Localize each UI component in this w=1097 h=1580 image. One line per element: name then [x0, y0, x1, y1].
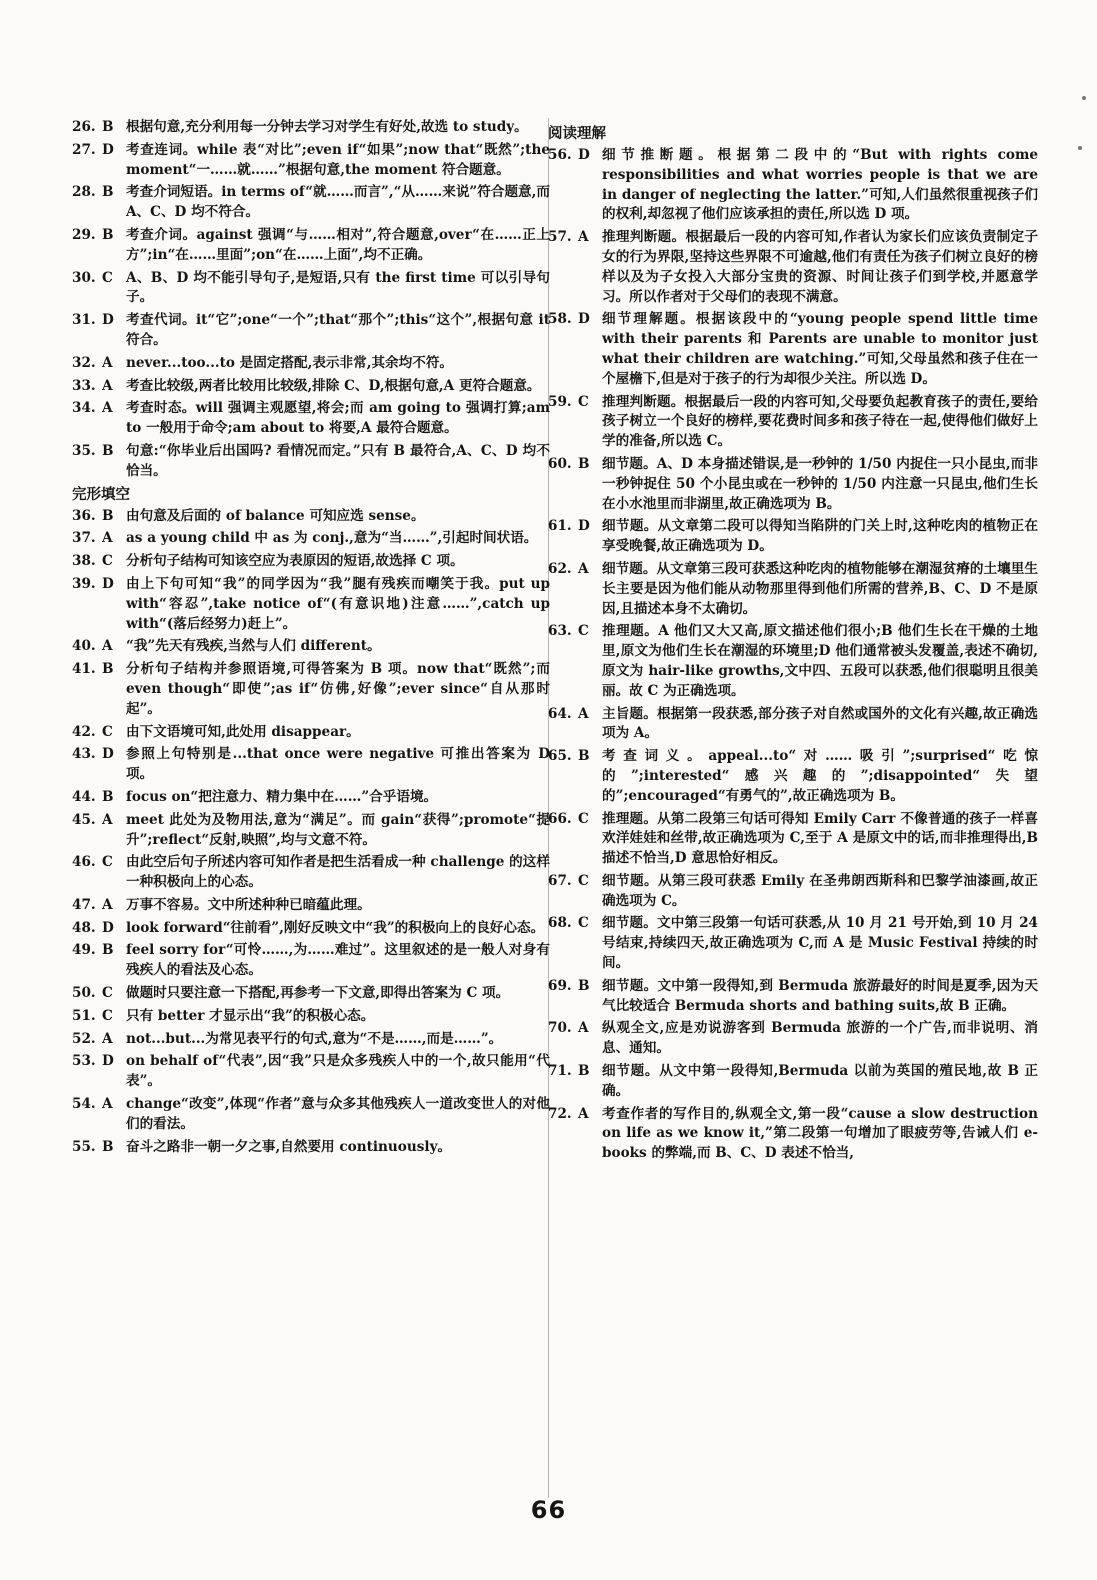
- answer-item: [548, 1019, 1038, 1059]
- explanation-text: change“改变”,体现“作者”意与众多其他残疾人一道改变世人的对他们的看法。: [126, 1096, 550, 1132]
- answer-letter: D: [578, 147, 590, 163]
- answer-item: [72, 118, 550, 138]
- answer-item: [72, 269, 550, 309]
- question-number: 48.: [72, 919, 96, 936]
- answer-letter: B: [102, 226, 114, 243]
- question-number: 62.: [548, 560, 572, 577]
- explanation-text: 考查作者的写作目的,纵观全文,第一段“cause a slow destruction on life as we know it,”第二段第一句增加了眼疲劳等,告诫人们 e-books 的弊端,而 B、C、D 表述不恰当,: [602, 1105, 1038, 1162]
- question-number: 53.: [72, 1053, 96, 1070]
- answer-letter: A: [102, 400, 113, 417]
- explanation-text: focus on“把注意力、精力集中在……”合乎语境。: [126, 788, 438, 805]
- explanation-text: 由上下句可知“我”的同学因为“我”腿有残疾而嘲笑于我。put up with“容忍”,take notice of“(有意识地)注意……”,catch up with“(落后经努力)赶上”。: [126, 575, 550, 632]
- answer-letter: D: [578, 518, 590, 535]
- answer-item: [548, 1062, 1038, 1102]
- question-number: 52.: [72, 1030, 96, 1047]
- explanation-text: 细节理解题。根据该段中的“young people spend little time with their parents 和 Parents are unable to monitor just what their children are watching.”可知,父母虽然和孩子住在一个屋檐下,但是对于孩子的行为却很少关注。所以选 D。: [602, 311, 1038, 387]
- explanation-text: 考查词义。appeal...to“对……吸引”;surprised“吃惊的”;interested“感兴趣的”;disappointed“失望的”;encouraged“有勇气的”,故正确选项为 B。: [602, 748, 1038, 804]
- answer-item: [548, 393, 1038, 452]
- answer-letter: C: [578, 623, 589, 640]
- answer-item: [72, 1138, 550, 1158]
- answer-letter: B: [102, 942, 114, 959]
- question-number: 29.: [72, 226, 96, 243]
- explanation-text: 推理判断题。根据最后一段的内容可知,父母要负起教育孩子的责任,要给孩子树立一个良好的榜样,要花费时间多和孩子待在一起,使得他们做好上学的准备,所以选 C。: [602, 393, 1038, 450]
- answer-item: [72, 941, 550, 981]
- answer-letter: B: [578, 455, 590, 472]
- answer-item: [548, 517, 1038, 557]
- answer-letter: A: [102, 811, 113, 828]
- explanation-text: 万事不容易。文中所述种种已暗蕴此理。: [126, 896, 371, 913]
- answer-letter: C: [578, 810, 589, 827]
- explanation-text: 分析句子结构可知该空应为表原因的短语,故选择 C 项。: [126, 553, 464, 570]
- answer-item: [72, 1052, 550, 1092]
- question-number: 64.: [548, 705, 572, 722]
- question-number: 51.: [72, 1007, 96, 1024]
- explanation-text: 考查介词。against 强调“与……相对”,符合题意,over“在……正上方”;in“在……里面”;on“在……上面”,均不正确。: [126, 226, 550, 263]
- answer-letter: B: [102, 507, 114, 524]
- explanation-text: 由下文语境可知,此处用 disappear。: [126, 723, 360, 740]
- question-number: 55.: [72, 1138, 96, 1155]
- right-column: [548, 122, 1038, 1167]
- answer-letter: A: [578, 560, 589, 577]
- question-number: 30.: [72, 269, 96, 286]
- question-number: 61.: [548, 518, 572, 535]
- explanation-text: 由此空后句子所述内容可知作者是把生活看成一种 challenge 的这样一种积极向上的心态。: [126, 854, 550, 891]
- answer-item: [548, 872, 1038, 912]
- answer-item: [72, 637, 550, 657]
- explanation-text: meet 此处为及物用法,意为“满足”。而 gain“获得”;promote“提升”;reflect“反射,映照”,均与文意不符。: [126, 811, 550, 848]
- answer-item: [548, 810, 1038, 869]
- explanation-text: as a young child 中 as 为 conj.,意为“当……”,引起时间状语。: [126, 530, 538, 547]
- answer-item: [72, 1095, 550, 1135]
- explanation-text: 主旨题。根据第一段获悉,部分孩子对自然或国外的文化有兴趣,故正确选项为 A。: [602, 705, 1038, 742]
- question-number: 34.: [72, 400, 96, 417]
- left-column: [72, 118, 550, 1160]
- explanation-text: A、B、D 均不能引导句子,是短语,只有 the first time 可以引导句子。: [126, 269, 550, 306]
- answer-item: [72, 226, 550, 266]
- answer-item: [548, 705, 1038, 745]
- question-number: 41.: [72, 661, 96, 678]
- question-number: 70.: [548, 1020, 572, 1037]
- answer-letter: A: [102, 1030, 113, 1047]
- answer-item: [72, 311, 550, 351]
- answer-item: [548, 455, 1038, 514]
- answer-letter: D: [102, 312, 114, 329]
- explanation-text: look forward“往前看”,刚好反映文中“我”的积极向上的良好心态。: [126, 919, 545, 936]
- answer-letter: C: [102, 553, 113, 570]
- question-number: 35.: [72, 442, 96, 459]
- answer-item: [72, 853, 550, 893]
- answer-item: [548, 310, 1038, 389]
- answer-letter: A: [102, 377, 113, 394]
- question-number: 39.: [72, 575, 96, 592]
- section-title: 完形填空: [72, 485, 130, 503]
- answer-letter: D: [102, 919, 114, 936]
- answer-item: [72, 811, 550, 851]
- answer-letter: B: [102, 661, 114, 678]
- explanation-text: 做题时只要注意一下搭配,再参考一下文意,即得出答案为 C 项。: [126, 985, 510, 1002]
- question-number: 50.: [72, 985, 96, 1002]
- explanation-text: 奋斗之路非一朝一夕之事,自然要用 continuously。: [126, 1138, 452, 1155]
- answer-item: [72, 919, 550, 939]
- question-number: 40.: [72, 638, 96, 655]
- explanation-text: 句意:“你毕业后出国吗? 看情况而定。”只有 B 最符合,A、C、D 均不恰当。: [126, 442, 550, 479]
- question-number: 44.: [72, 788, 96, 805]
- answer-item: [72, 552, 550, 572]
- answer-letter: A: [578, 1105, 589, 1122]
- answer-letter: C: [102, 723, 113, 740]
- question-number: 54.: [72, 1096, 96, 1113]
- question-number: 65.: [548, 748, 572, 765]
- answer-letter: A: [578, 229, 589, 246]
- answer-item: [548, 146, 1038, 225]
- question-number: 68.: [548, 915, 572, 932]
- answer-item: [548, 1105, 1038, 1164]
- answer-item: [72, 507, 550, 527]
- answer-letter: C: [578, 872, 589, 889]
- answer-item: [548, 560, 1038, 619]
- question-number: 46.: [72, 854, 96, 871]
- question-number: 59.: [548, 393, 572, 410]
- answer-letter: B: [102, 788, 114, 805]
- answer-letter: A: [578, 705, 589, 722]
- question-number: 27.: [72, 141, 96, 158]
- answer-item: [72, 1030, 550, 1050]
- answer-item: [72, 788, 550, 808]
- explanation-text: 推理题。A 他们又大又高,原文描述他们很小;B 他们生长在干燥的土地里,原文为他们生长在潮湿的环境里;D 他们通常被头发覆盖,表述不确切,原文为 hair-like growths,文中四、五段可以获悉,他们很聪明且很美丽。故 C 为正确选项。: [602, 623, 1038, 699]
- question-number: 43.: [72, 746, 96, 763]
- explanation-text: 考查比较级,两者比较用比较级,排除 C、D,根据句意,A 更符合题意。: [126, 377, 541, 394]
- answer-letter: C: [578, 393, 589, 410]
- question-number: 26.: [72, 119, 96, 135]
- explanation-text: 细节题。从第三段可获悉 Emily 在圣弗朗西斯科和巴黎学油漆画,故正确选项为 C。: [602, 872, 1038, 909]
- answer-letter: A: [102, 354, 113, 371]
- question-number: 69.: [548, 977, 572, 994]
- question-number: 49.: [72, 942, 96, 959]
- answer-item: [72, 183, 550, 223]
- answer-item: [548, 747, 1038, 806]
- question-number: 37.: [72, 530, 96, 547]
- explanation-text: 纵观全文,应是劝说游客到 Bermuda 旅游的一个广告,而非说明、消息、通知。: [602, 1020, 1038, 1057]
- answer-letter: C: [102, 1007, 113, 1024]
- answer-letter: B: [102, 1138, 114, 1155]
- question-number: 60.: [548, 455, 572, 472]
- scan-speck: [1082, 96, 1086, 100]
- answer-item: [72, 575, 550, 634]
- question-number: 58.: [548, 311, 572, 328]
- explanation-text: 细节推断题。根据第二段中的“But with rights come responsibilities and what worries people is that we are in danger of neglecting the latter.”可知,人们虽然很重视孩子们的权利,却忽视了他们应该承担的责任,所以选 D 项。: [602, 147, 1038, 223]
- answer-letter: B: [578, 748, 590, 765]
- question-number: 38.: [72, 553, 96, 570]
- answer-letter: D: [102, 1053, 114, 1070]
- answer-item: [72, 377, 550, 397]
- answer-letter: D: [102, 575, 114, 592]
- question-number: 36.: [72, 507, 96, 524]
- answer-letter: D: [578, 311, 590, 328]
- explanation-text: never...too...to 是固定搭配,表示非常,其余均不符。: [126, 354, 454, 371]
- explanation-text: 细节题。从文章第三段可获悉这种吃肉的植物能够在潮湿贫瘠的土壤里生长主要是因为他们能从动物那里得到他们所需的营养,B、C、D 不是原因,且描述本身不太确切。: [602, 560, 1038, 617]
- question-number: 71.: [548, 1063, 572, 1080]
- answer-item: [72, 723, 550, 743]
- question-number: 33.: [72, 377, 96, 394]
- question-number: 66.: [548, 810, 572, 827]
- answer-letter: D: [102, 141, 114, 158]
- answer-letter: B: [102, 442, 114, 459]
- answer-letter: B: [102, 119, 114, 135]
- question-number: 63.: [548, 623, 572, 640]
- explanation-text: on behalf of“代表”,因“我”只是众多残疾人中的一个,故只能用“代表”。: [126, 1053, 550, 1090]
- answer-letter: C: [102, 269, 113, 286]
- explanation-text: 细节题。文中第三段第一句话可获悉,从 10 月 21 号开始,到 10 月 24 号结束,持续四天,故正确选项为 C,而 A 是 Music Festival 持续的时间。: [602, 915, 1038, 972]
- answer-letter: A: [578, 1020, 589, 1037]
- answer-item: [72, 354, 550, 374]
- explanation-text: “我”先天有残疾,当然与人们 different。: [126, 638, 381, 655]
- answer-item: [72, 745, 550, 785]
- answer-item: [72, 984, 550, 1004]
- answer-item: [72, 1007, 550, 1027]
- answer-letter: B: [102, 184, 114, 201]
- explanation-text: 考查连词。while 表“对比”;even if“如果”;now that“既然”;the moment“一……就……”根据句意,the moment 符合题意。: [126, 141, 550, 178]
- page-number: 66: [530, 1496, 567, 1524]
- question-number: 45.: [72, 811, 96, 828]
- explanation-text: 推理题。从第二段第三句话可得知 Emily Carr 不像普通的孩子一样喜欢洋娃娃和丝带,故正确选项为 C,至于 A 是原文中的话,而非推理得出,B 描述不恰当,D 意思恰好相反。: [602, 810, 1038, 867]
- answer-letter: C: [578, 915, 589, 932]
- question-number: 42.: [72, 723, 96, 740]
- answer-letter: B: [578, 977, 590, 994]
- question-number: 32.: [72, 354, 96, 371]
- explanation-text: 细节题。A、D 本身描述错误,是一秒钟的 1/50 内捉住一只小昆虫,而非一秒钟捉住 50 个小昆虫或在一秒钟的 1/50 内注意一只昆虫,他们生长在小水池里而非湖里,故正确选项为 B。: [602, 455, 1038, 512]
- explanation-text: 推理判断题。根据最后一段的内容可知,作者认为家长们应该负责制定子女的行为界限,坚持这些界限不可逾越,他们有责任为孩子们树立良好的榜样以及为子女投入大部分宝贵的资源、时间让孩子们到学校,并愿意学习。所以作者对于父母们的表现不满意。: [602, 229, 1038, 305]
- answer-letter: A: [102, 530, 113, 547]
- answer-letter: C: [102, 985, 113, 1002]
- explanation-text: 参照上句特别是...that once were negative 可推出答案为 D 项。: [126, 746, 550, 783]
- answer-item: [72, 442, 550, 482]
- answer-item: [72, 896, 550, 916]
- answer-item: [72, 529, 550, 549]
- answer-letter: D: [102, 746, 114, 763]
- answer-item: [548, 914, 1038, 973]
- explanation-text: 只有 better 才显示出“我”的积极心态。: [126, 1007, 375, 1024]
- question-number: 57.: [548, 229, 572, 246]
- section-title: 阅读理解: [548, 125, 606, 142]
- answer-item: [72, 141, 550, 181]
- answer-letter: A: [102, 1096, 113, 1113]
- answer-item: [548, 622, 1038, 701]
- answer-letter: C: [102, 854, 113, 871]
- explanation-text: 考查时态。will 强调主观愿望,将会;而 am going to 强调打算;am to 一般用于命令;am about to 将要,A 最符合题意。: [126, 400, 550, 437]
- explanation-text: 考查代词。it“它”;one“一个”;that“那个”;this“这个”,根据句意 it 符合。: [126, 312, 550, 348]
- explanation-text: not...but...为常见表平行的句式,意为“不是……,而是……”。: [126, 1030, 503, 1047]
- question-number: 31.: [72, 312, 96, 329]
- explanation-text: 由句意及后面的 of balance 可知应选 sense。: [126, 507, 425, 524]
- question-number: 56.: [548, 147, 572, 163]
- explanation-text: 细节题。从文中第一段得知,Bermuda 以前为英国的殖民地,故 B 正确。: [602, 1063, 1038, 1099]
- explanation-text: 细节题。从文章第二段可以得知当陷阱的门关上时,这种吃肉的植物正在享受晚餐,故正确选项为 D。: [602, 518, 1038, 555]
- answer-letter: A: [102, 896, 113, 913]
- explanation-text: feel sorry for“可怜……,为……难过”。这里叙述的是一般人对身有残疾人的看法及心态。: [126, 942, 550, 979]
- answer-letter: B: [578, 1063, 590, 1080]
- question-number: 72.: [548, 1105, 572, 1122]
- explanation-text: 考查介词短语。in terms of“就……而言”,“从……来说”符合题意,而 A、C、D 均不符合。: [126, 184, 550, 221]
- scan-speck: [1078, 146, 1082, 150]
- question-number: 67.: [548, 872, 572, 889]
- explanation-text: 根据句意,充分利用每一分钟去学习对学生有好处,故选 to study。: [126, 119, 528, 135]
- answer-letter: A: [102, 638, 113, 655]
- question-number: 47.: [72, 896, 96, 913]
- answer-item: [72, 399, 550, 439]
- answer-item: [548, 977, 1038, 1017]
- explanation-text: 分析句子结构并参照语境,可得答案为 B 项。now that“既然”;而 even though“即使”;as if“仿佛,好像”;ever since“自从那时起”。: [126, 661, 550, 717]
- explanation-text: 细节题。文中第一段得知,到 Bermuda 旅游最好的时间是夏季,因为天气比较适合 Bermuda shorts and bathing suits,故 B 正确。: [602, 977, 1038, 1014]
- question-number: 28.: [72, 184, 96, 201]
- answer-item: [548, 228, 1038, 307]
- answer-item: [72, 660, 550, 719]
